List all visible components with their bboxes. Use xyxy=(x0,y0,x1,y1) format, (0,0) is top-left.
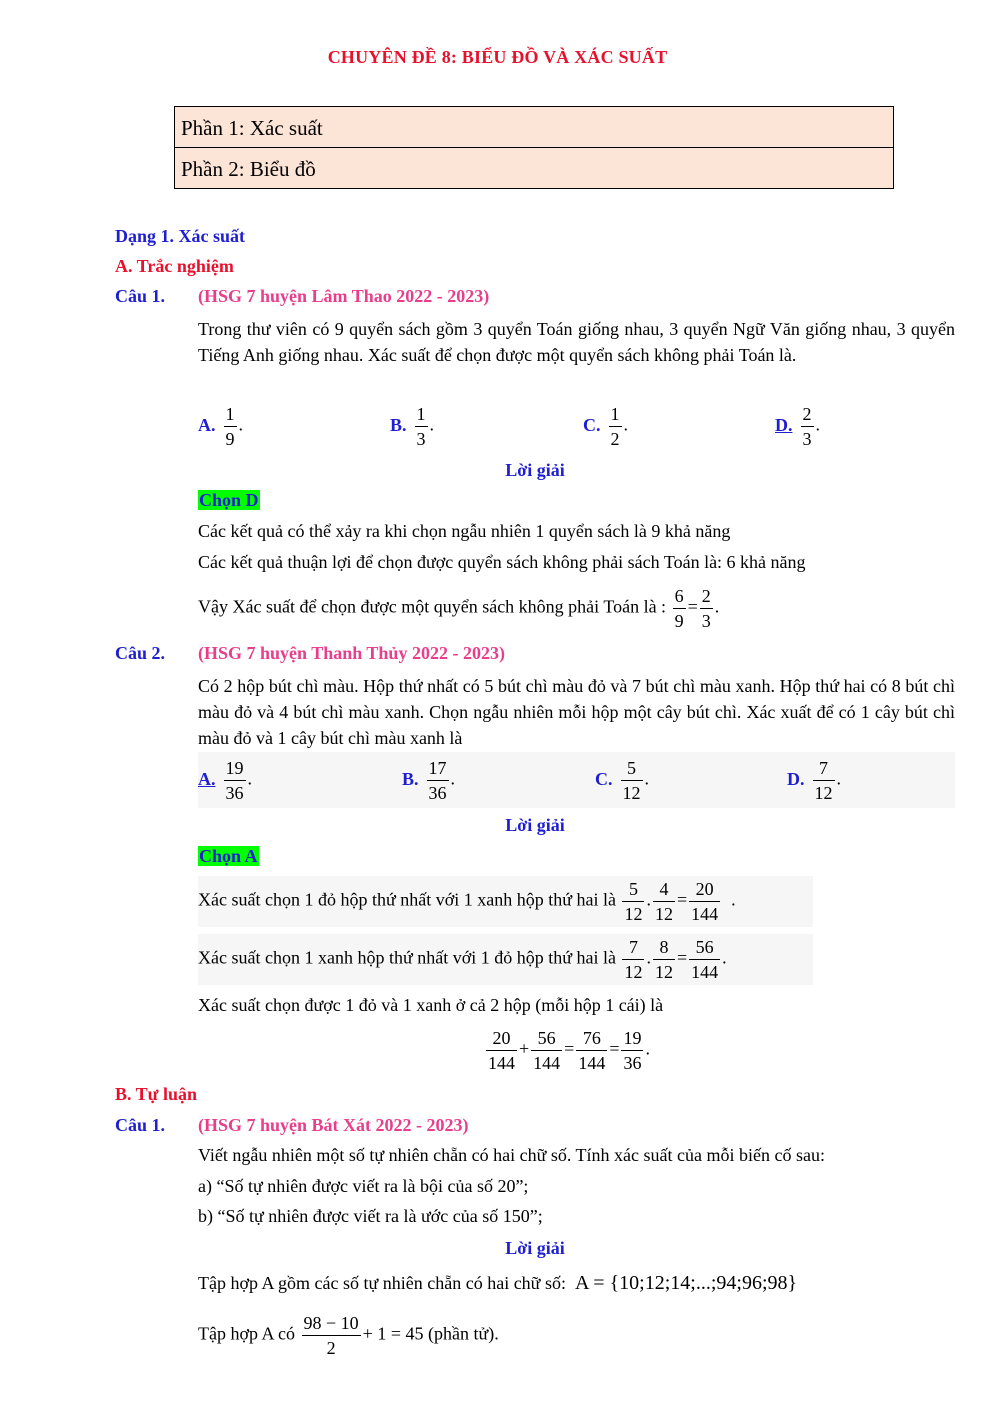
section-heading-dang1: Dạng 1. Xác suất xyxy=(115,226,246,246)
question-3-text: Viết ngẫu nhiên một số tự nhiên chẵn có hai chữ số. Tính xác suất của mỗi biến cố sau: xyxy=(198,1145,825,1165)
page-title: CHUYÊN ĐỀ 8: BIỂU ĐỒ VÀ XÁC SUẤT xyxy=(327,47,668,67)
toc-item-part2[interactable]: Phần 2: Biểu đồ xyxy=(175,147,893,188)
q1-solution-line-2: Các kết quả thuận lợi để chọn được quyển sách không phải sách Toán là: 6 khả năng xyxy=(198,552,806,572)
q2-solution-line-2: Xác suất chọn 1 xanh hộp thứ nhất với 1 đỏ hộp thứ hai là $\frac{7}{12}$ . $\frac{8}{12}$ = $\frac{56}{144}$ . xyxy=(198,937,727,982)
q1-option-b[interactable]: B. $\frac{1}{3}$ . xyxy=(390,404,435,449)
q2-option-d[interactable]: D. $\frac{7}{12}$ . xyxy=(787,758,841,803)
q2-solution-line-1: Xác suất chọn 1 đỏ hộp thứ nhất với 1 xanh hộp thứ hai là $\frac{5}{12}$ . $\frac{4}{12}$ = $\frac{20}{144}$ . xyxy=(198,879,736,924)
table-of-contents xyxy=(174,106,894,189)
q2-final-equation: $\frac{20}{144}$ + $\frac{56}{144}$ = $\frac{76}{144}$ = $\frac{19}{36}$ . xyxy=(488,1028,650,1073)
question-3-label: Câu 1. xyxy=(115,1115,166,1135)
q2-solution-line-3: Xác suất chọn được 1 đỏ và 1 xanh ở cả 2 hộp (mỗi hộp 1 cái) là xyxy=(198,995,664,1015)
option-label: B. xyxy=(390,414,407,435)
q3-solution-line-2: Tập hợp A có $\frac{98 - 10}{2}$ + 1 = 45 (phần tử). xyxy=(198,1313,499,1358)
q2-choose-badge: Chọn A xyxy=(199,846,258,866)
option-label: B. xyxy=(402,768,419,789)
q3-solution-title: Lời giải xyxy=(505,1238,565,1258)
section-heading-a: A. Trắc nghiệm xyxy=(115,256,234,276)
q2-solution-title: Lời giải xyxy=(505,815,565,835)
q1-solution-line-1: Các kết quả có thể xảy ra khi chọn ngẫu nhiên 1 quyển sách là 9 khả năng xyxy=(198,521,731,541)
q1-option-d[interactable]: D. $\frac{2}{3}$ . xyxy=(775,404,820,449)
option-label: C. xyxy=(583,414,601,435)
question-2-source: (HSG 7 huyện Thanh Thủy 2022 - 2023) xyxy=(198,643,505,663)
q1-solution-title: Lời giải xyxy=(505,460,565,480)
section-heading-b: B. Tự luận xyxy=(115,1084,198,1104)
question-1-source: (HSG 7 huyện Lâm Thao 2022 - 2023) xyxy=(198,286,490,306)
option-label: C. xyxy=(595,768,613,789)
q2-option-b[interactable]: B. $\frac{17}{36}$ . xyxy=(402,758,456,803)
q1-choose-badge: Chọn D xyxy=(199,490,259,510)
q2-options-row xyxy=(198,752,955,808)
q3-solution-line-1: Tập hợp A gồm các số tự nhiên chẵn có hai chữ số: A = {10;12;14;...;94;96;98} xyxy=(198,1272,798,1294)
question-3-part-a: a) “Số tự nhiên được viết ra là bội của số 20”; xyxy=(198,1176,529,1196)
question-3-source: (HSG 7 huyện Bát Xát 2022 - 2023) xyxy=(198,1115,469,1135)
question-3-part-b: b) “Số tự nhiên được viết ra là ước của số 150”; xyxy=(198,1206,543,1226)
q1-solution-line-3: Vậy Xác suất để chọn được một quyển sách không phải Toán là : $\frac{6}{9}$ = $\frac{2}{3}$ . xyxy=(198,586,720,631)
option-label: A. xyxy=(198,414,216,435)
q2-option-c[interactable]: C. $\frac{5}{12}$ . xyxy=(595,758,649,803)
question-1-text: Trong thư viên có 9 quyển sách gồm 3 quyển Toán giống nhau, 3 quyển Ngữ Văn giống nhau, 3 quyển Tiếng Anh giống nhau. Xác suất để chọn được một quyển sách không phải Toán là. xyxy=(198,319,955,365)
question-2-text: Có 2 hộp bút chì màu. Hộp thứ nhất có 5 bút chì màu đỏ và 7 bút chì màu xanh. Hộp thứ hai có 8 bút chì màu đỏ và 4 bút chì màu xanh. Chọn ngẫu nhiên mỗi hộp một cây bút chì. Xác xuất để có 1 cây bút chì màu đỏ và 1 cây bút chì màu xanh là xyxy=(198,676,955,748)
q1-option-c[interactable]: C. $\frac{1}{2}$ . xyxy=(583,404,628,449)
toc-item-part1[interactable]: Phần 1: Xác suất xyxy=(181,116,323,140)
option-label: A. xyxy=(198,768,216,789)
q1-option-a[interactable]: A. $\frac{1}{9}$ . xyxy=(198,404,243,449)
question-1-label: Câu 1. xyxy=(115,286,166,306)
option-label: D. xyxy=(775,414,793,435)
question-2-label: Câu 2. xyxy=(115,643,166,663)
q2-option-a[interactable]: A. $\frac{19}{36}$ . xyxy=(198,758,252,803)
option-label: D. xyxy=(787,768,805,789)
